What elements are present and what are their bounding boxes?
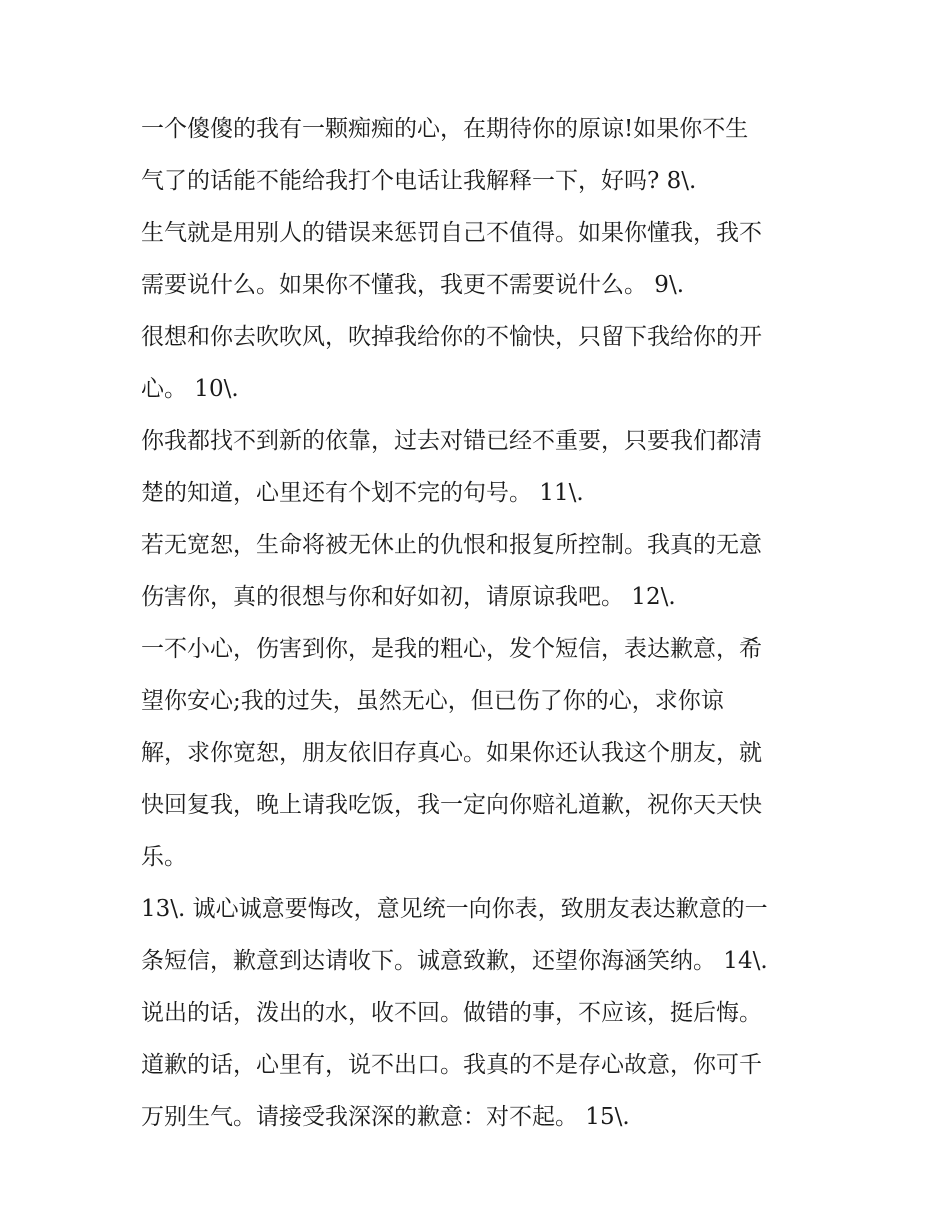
text-line: 条短信，歉意到达请收下。诚意致歉，还望你海涵笑纳。 14\. <box>141 948 768 974</box>
text-line: 你我都找不到新的依靠，过去对错已经不重要，只要我们都清 <box>141 428 762 454</box>
text-line: 伤害你，真的很想与你和好如初，请原谅我吧。 12\. <box>141 584 676 610</box>
text-line: 万别生气。请接受我深深的歉意：对不起。 15\. <box>141 1104 630 1130</box>
text-line: 心。 10\. <box>141 376 239 402</box>
text-line: 楚的知道，心里还有个划不完的句号。 11\. <box>141 480 584 506</box>
text-line: 气了的话能不能给我打个电话让我解释一下，好吗? 8\. <box>141 168 697 194</box>
body-text <box>141 109 821 1149</box>
text-line: 解，求你宽恕，朋友依旧存真心。如果你还认我这个朋友，就 <box>141 740 762 766</box>
text-line: 乐。 <box>141 844 187 870</box>
text-line: 一不小心，伤害到你，是我的粗心，发个短信，表达歉意，希 <box>141 636 762 662</box>
text-line: 生气就是用别人的错误来惩罚自己不值得。如果你懂我，我不 <box>141 220 762 246</box>
text-line: 一个傻傻的我有一颗痴痴的心，在期待你的原谅!如果你不生 <box>141 116 749 142</box>
text-line: 说出的话，泼出的水，收不回。做错的事，不应该，挺后悔。 <box>141 1000 762 1026</box>
text-line: 快回复我，晚上请我吃饭，我一定向你赔礼道歉，祝你天天快 <box>141 792 762 818</box>
text-line: 道歉的话，心里有，说不出口。我真的不是存心故意，你可千 <box>141 1052 762 1078</box>
text-line: 需要说什么。如果你不懂我，我更不需要说什么。 9\. <box>141 272 685 298</box>
text-line: 很想和你去吹吹风，吹掉我给你的不愉快，只留下我给你的开 <box>141 324 762 350</box>
text-line: 望你安心;我的过失，虽然无心，但已伤了你的心，求你谅 <box>141 688 724 714</box>
text-line: 若无宽恕，生命将被无休止的仇恨和报复所控制。我真的无意 <box>141 532 762 558</box>
text-line: 13\. 诚心诚意要悔改，意见统一向你表，致朋友表达歉意的一 <box>141 896 768 922</box>
